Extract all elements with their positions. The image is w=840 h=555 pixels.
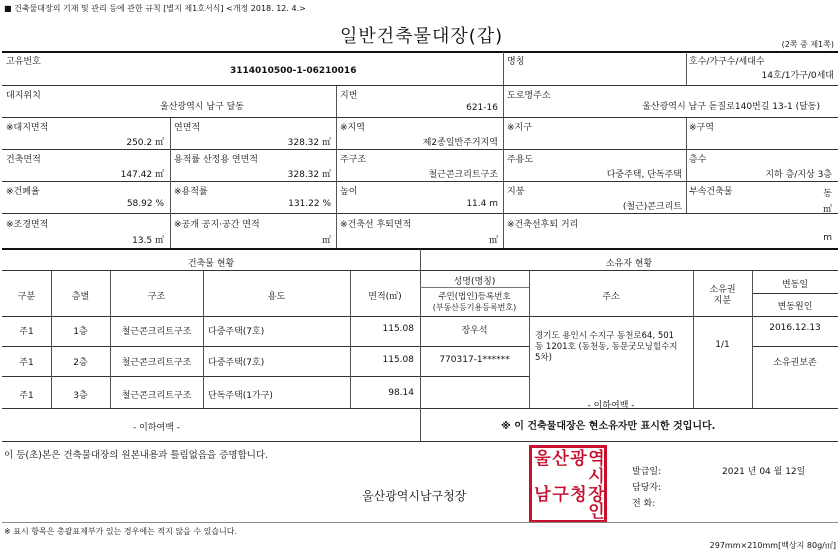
- total-floor-value: 328.32 ㎡: [287, 138, 331, 148]
- annex-area-unit: ㎡: [822, 205, 832, 215]
- landscape-value: 13.5 ㎡: [132, 236, 164, 246]
- seal-char: 산: [552, 449, 569, 469]
- landscape-label: ※조경면적: [6, 220, 49, 230]
- change-reason: 소유권보존: [773, 358, 817, 368]
- far-value: 131.22 %: [288, 199, 331, 209]
- total-floor-label: 연면적: [174, 123, 201, 133]
- issuer-name: 울산광역시남구청장: [362, 489, 467, 503]
- owner-id: 770317-1******: [439, 355, 510, 365]
- row-structure: 철근콘크리트구조: [121, 358, 192, 368]
- row-floor: 2층: [73, 358, 88, 368]
- public-space-label: ※공개 공지·공간 면적: [174, 220, 260, 230]
- owner-status-header: 소유자 현황: [605, 259, 653, 269]
- zone-label: ※지역: [340, 123, 365, 133]
- row-area: 115.08: [382, 324, 414, 334]
- lot-label: 지번: [340, 91, 358, 101]
- far-label: ※용적률: [174, 187, 208, 197]
- owner-address-1: 경기도 용인시 수지구 동천로64, 501: [535, 331, 675, 341]
- owner-name: 장우석: [461, 326, 488, 336]
- unique-no-value: 3114010500-1-06210016: [230, 66, 357, 76]
- unit-label: 호수/가구수/세대수: [689, 57, 765, 67]
- building-area-label: 건축면적: [6, 155, 41, 165]
- bottom-note: ※ 표시 항목은 총괄표제부가 있는 경우에는 적지 않을 수 있습니다.: [4, 527, 238, 536]
- col-structure-header: 구조: [147, 292, 166, 302]
- district-label: ※지구: [507, 123, 532, 133]
- site-area-value: 250.2 ㎡: [126, 138, 164, 148]
- document-title: 일반건축물대장(갑): [340, 26, 504, 47]
- sector-label: ※구역: [689, 123, 714, 133]
- use-value: 다중주택, 단독주택: [606, 170, 682, 180]
- owner-share-header-1: 소유권: [709, 285, 736, 295]
- owner-address-header: 주소: [602, 292, 620, 302]
- owner-address-3: 5차): [535, 353, 552, 363]
- seal-char: 인: [588, 502, 605, 522]
- height-label: 높이: [340, 187, 358, 197]
- owner-share-header-2: 지분: [713, 296, 732, 306]
- issue-date-label: 발급일:: [632, 467, 662, 477]
- setback-dist-label: ※건축선후퇴 거리: [507, 220, 579, 230]
- certify-text: 이 등(초)본은 건축물대장의 원본내용과 틀림없음을 증명합니다.: [4, 450, 269, 461]
- officer-label: 담당자:: [632, 483, 662, 493]
- official-seal: [529, 445, 607, 523]
- row-type: 주1: [19, 327, 34, 337]
- change-date: 2016.12.13: [769, 323, 821, 333]
- building-end-note: - 이하여백 -: [133, 423, 180, 433]
- row-structure: 철근콘크리트구조: [121, 391, 192, 401]
- phone-label: 전 화:: [632, 499, 656, 509]
- bcr-label: ※건폐율: [6, 187, 40, 197]
- annex-label: 부속건축물: [689, 187, 733, 197]
- height-value: 11.4 m: [466, 199, 498, 209]
- seal-char: 구: [552, 485, 569, 505]
- owner-notice: ※ 이 건축물대장은 현소유자만 표시한 것입니다.: [501, 421, 716, 432]
- bcr-value: 58.92 %: [126, 199, 164, 209]
- seal-char: 역: [588, 449, 605, 469]
- owner-share: 1/1: [715, 340, 730, 350]
- row-area: 115.08: [382, 355, 414, 365]
- row-structure: 철근콘크리트구조: [121, 327, 192, 337]
- row-use: 다중주택(7호): [208, 327, 265, 337]
- regulation-note: ■ 건축물대장의 기재 및 관리 등에 관한 규칙 [별지 제1호서식] <개정 2018. 12. 4.>: [4, 4, 306, 13]
- annex-count-unit: 동: [823, 189, 832, 199]
- row-type: 주1: [19, 391, 34, 401]
- building-status-header: 건축물 현황: [187, 259, 235, 269]
- paper-size: 297mm×210mm[백상지 80g/㎡]: [709, 541, 836, 550]
- issue-date: 2021 년 04 월 12일: [722, 467, 806, 477]
- location-label: 대지위치: [6, 91, 41, 101]
- road-label: 도로명주소: [507, 91, 551, 101]
- far-floor-value: 328.32 ㎡: [287, 170, 331, 180]
- row-floor: 1층: [73, 327, 88, 337]
- owner-address-2: 동 1201호 (동천동, 동문굿모닝힐수지: [535, 342, 678, 352]
- owner-name-header: 성명(명칭): [453, 277, 496, 287]
- road-value: 울산광역시 남구 돋질로140번길 13-1 (달동): [642, 102, 820, 112]
- row-type: 주1: [19, 358, 34, 368]
- setback-area-value: ㎡: [488, 236, 498, 246]
- floors-value: 지하 층/지상 3층: [765, 170, 832, 180]
- unique-no-label: 고유번호: [6, 57, 41, 67]
- seal-char: 장: [588, 485, 605, 505]
- seal-char: 남: [534, 485, 551, 505]
- unit-value: 14호/1가구/0세대: [761, 71, 834, 81]
- col-area-header: 면적(㎡): [368, 292, 402, 302]
- owner-id-header-2: (부동산등기용등록번호): [432, 303, 517, 312]
- location-value: 울산광역시 남구 달동: [160, 102, 244, 112]
- public-space-value: ㎡: [321, 236, 331, 246]
- building-area-value: 147.42 ㎡: [120, 170, 164, 180]
- roof-label: 지붕: [507, 187, 525, 197]
- change-date-header: 변동일: [781, 280, 809, 290]
- use-label: 주용도: [507, 155, 534, 165]
- setback-dist-value: m: [823, 233, 832, 243]
- col-floor-header: 층별: [71, 292, 90, 302]
- col-use-header: 용도: [267, 292, 286, 302]
- site-area-label: ※대지면적: [6, 123, 49, 133]
- far-floor-label: 용적률 산정용 연면적: [174, 155, 258, 165]
- roof-value: (철근)콘크리트: [622, 202, 682, 212]
- setback-area-label: ※건축선 후퇴면적: [340, 220, 412, 230]
- owner-end-note: - 이하여백 -: [587, 401, 635, 411]
- row-floor: 3층: [73, 391, 88, 401]
- row-area: 98.14: [388, 388, 414, 398]
- seal-char: 울: [534, 449, 551, 469]
- change-reason-header: 변동원인: [777, 302, 813, 312]
- seal-char: 광: [570, 449, 587, 469]
- owner-id-header-1: 주민(법인)등록번호: [438, 292, 511, 302]
- page-info: (2쪽 중 제1쪽): [781, 40, 834, 49]
- row-use: 다중주택(7호): [208, 358, 265, 368]
- name-label: 명칭: [507, 57, 525, 67]
- seal-char: 청: [570, 485, 587, 505]
- zone-value: 제2종일반주거지역: [422, 138, 498, 148]
- seal-char: 시: [588, 467, 605, 487]
- row-use: 단독주택(1가구): [208, 391, 273, 401]
- structure-label: 주구조: [340, 155, 367, 165]
- floors-label: 층수: [689, 155, 707, 165]
- col-type-header: 구분: [17, 292, 36, 302]
- lot-value: 621-16: [466, 103, 498, 113]
- structure-value: 철근콘크리트구조: [428, 170, 498, 180]
